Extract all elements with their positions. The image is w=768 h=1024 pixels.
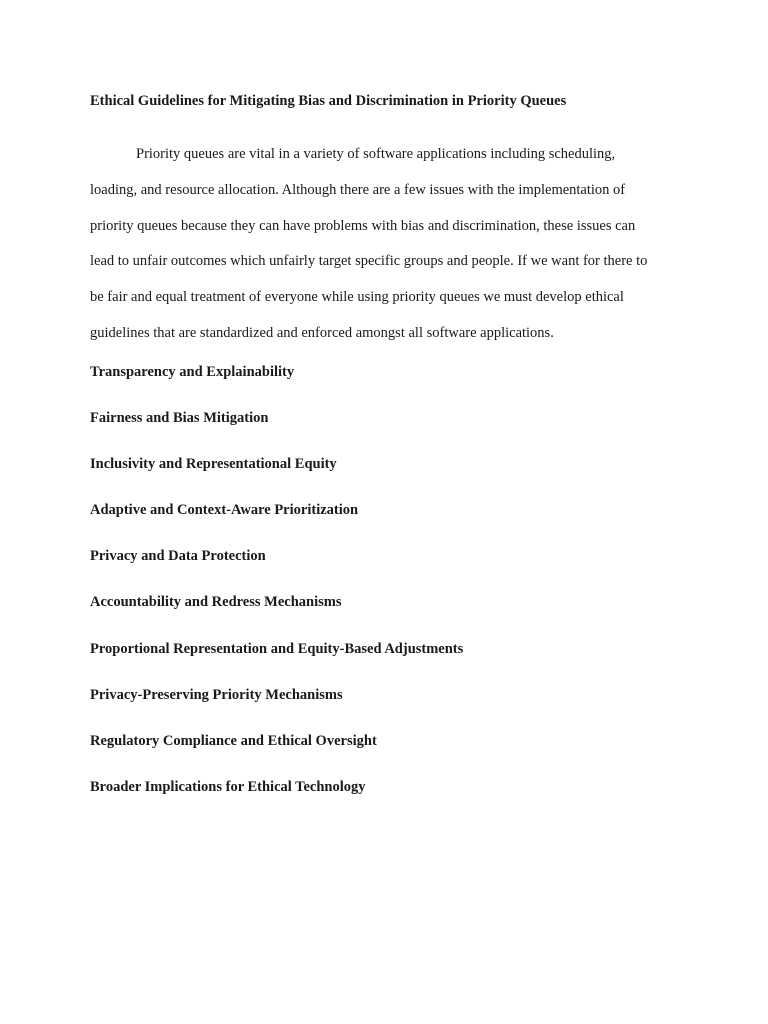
section-heading: Adaptive and Context-Aware Prioritization	[90, 502, 359, 519]
section-heading: Regulatory Compliance and Ethical Oversight	[90, 732, 377, 749]
section-heading: Privacy-Preserving Priority Mechanisms	[90, 686, 343, 703]
section-heading-list	[90, 362, 463, 823]
document-title: Ethical Guidelines for Mitigating Bias and Discrimination in Priority Queues	[90, 93, 567, 109]
intro-line-6: guidelines that are standardized and enforced amongst all software applications.	[90, 324, 554, 341]
intro-line-2: loading, and resource allocation. Although there are a few issues with the implementation of	[90, 181, 626, 198]
section-heading: Fairness and Bias Mitigation	[90, 410, 269, 427]
intro-line-4: lead to unfair outcomes which unfairly target specific groups and people. If we want for there to	[90, 253, 648, 270]
intro-line-1: Priority queues are vital in a variety of software applications including scheduling,	[136, 146, 616, 162]
section-heading: Broader Implications for Ethical Technology	[90, 778, 366, 795]
section-heading: Proportional Representation and Equity-Based Adjustments	[90, 640, 464, 657]
section-heading: Privacy and Data Protection	[90, 548, 266, 565]
section-heading: Inclusivity and Representational Equity	[90, 456, 337, 473]
intro-line-3: priority queues because they can have problems with bias and discrimination, these issues can	[90, 217, 636, 234]
intro-line-5: be fair and equal treatment of everyone while using priority queues we must develop ethical	[90, 289, 624, 306]
section-heading: Transparency and Explainability	[90, 364, 295, 380]
section-heading: Accountability and Redress Mechanisms	[90, 594, 342, 611]
intro-paragraph	[90, 137, 682, 352]
